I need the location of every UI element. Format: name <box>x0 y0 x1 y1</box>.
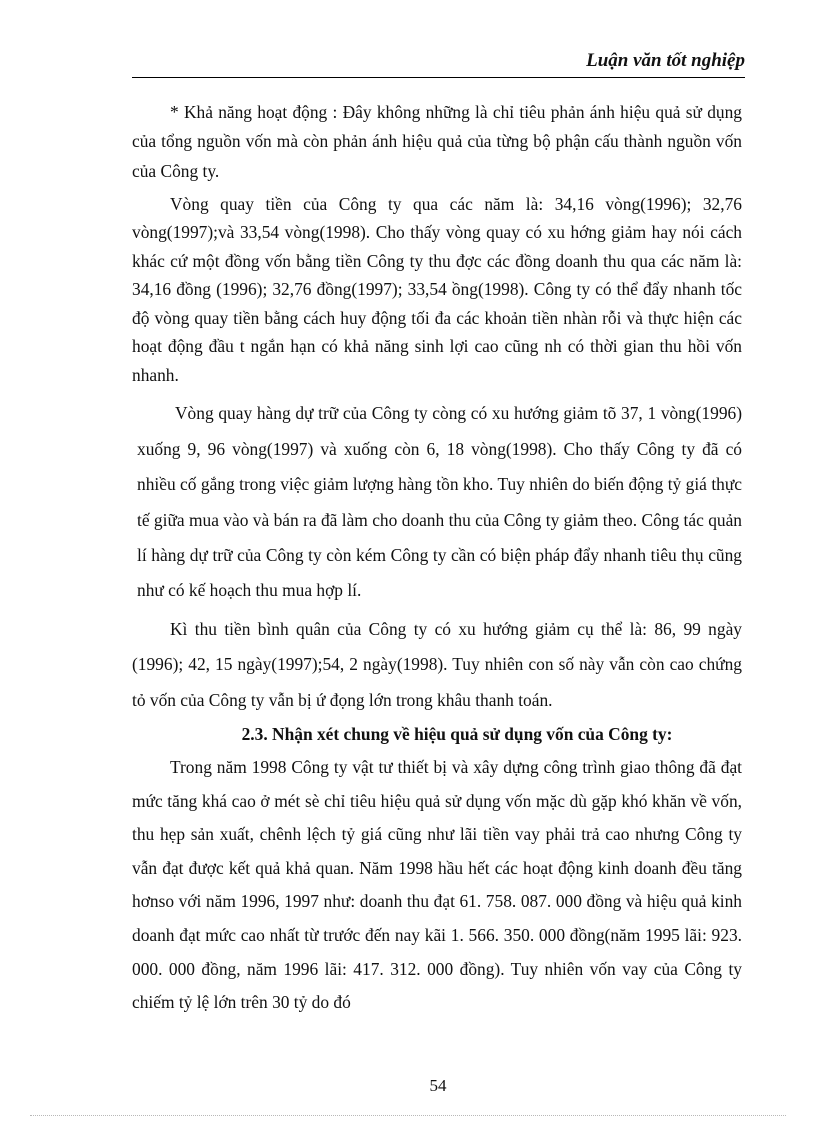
page-number: 54 <box>429 1076 447 1095</box>
page-header-title: Luận văn tốt nghiệp <box>586 50 745 71</box>
paragraph-operating-capacity: * Khả năng hoạt động : Đây không những là chỉ tiêu phản ánh hiệu quả sử dụng của tổng nguồn vốn mà còn phản ánh hiệu quả của từng bộ phận cấu thành nguồn vốn của Công ty. <box>132 102 742 181</box>
paragraph-cash-turnover: Vòng quay tiền của Công ty qua các năm là: 34,16 vòng(1996); 32,76 vòng(1997);và 33,54 vòng(1998). Cho thấy vòng quay có xu hớng giảm hay nói cách khác cứ một đồng vốn bằng tiền Công ty thu đợc các đồng doanh thu qua các năm là: 34,16 đồng (1996); 32,76 đồng(1997); 33,54 ồng(1998). Công ty có thể đẩy nhanh tốc độ vòng quay tiền bằng cách huy động tối đa các khoản tiền nhàn rỗi và thực hiện các hoạt động đầu t ngắn hạn có khả năng sinh lợi cao cũng nh có thời gian thu hồi vốn nhanh. <box>132 193 742 385</box>
header-divider <box>132 77 745 78</box>
page-bottom-divider <box>30 1115 786 1116</box>
section-heading-2-3: 2.3. Nhận xét chung về hiệu quả sử dụng vốn của Công ty: <box>241 724 673 745</box>
paragraph-collection-period: Kì thu tiền bình quân của Công ty có xu hướng giảm cụ thể là: 86, 99 ngày (1996); 42, 15 ngày(1997);54, 2 ngày(1998). Tuy nhiên con số này vẫn còn cao chứng tỏ vốn của Công ty vẫn bị ứ đọng lớn trong khâu thanh toán. <box>132 618 742 710</box>
document-body <box>132 98 742 1020</box>
paragraph-general-assessment: Trong năm 1998 Công ty vật tư thiết bị và xây dựng công trình giao thông đã đạt mức tăng khá cao ở mét sè chỉ tiêu hiệu quả sử dụng vốn mặc dù gặp khó khăn về vốn, thu hẹp sản xuất, chênh lệch tỷ giá cũng như lãi tiền vay phải trả cao nhưng Công ty vẫn đạt được kết quả khả quan. Năm 1998 hầu hết các hoạt động kinh doanh đều tăng hơnso với năm 1996, 1997 như: doanh thu đạt 61. 758. 087. 000 đồng và hiệu quả kinh doanh đạt mức cao nhất từ trước đến nay kãi 1. 566. 350. 000 đồng(năm 1995 lãi: 923. 000. 000 đồng, năm 1996 lãi: 417. 312. 000 đồng). Tuy nhiên vốn vay của Công ty chiếm tỷ lệ lớn trên 30 tỷ do đó <box>132 757 742 1013</box>
paragraph-inventory-turnover: Vòng quay hàng dự trữ của Công ty còng có xu hướng giảm tõ 37, 1 vòng(1996) xuống 9, 96 vòng(1997) và xuống còn 6, 18 vòng(1998). Cho thấy Công ty đã có nhiều cố gắng trong việc giảm lượng hàng tồn kho. Tuy nhiên do biến động tỷ giá thực tế giữa mua vào và bán ra đã làm cho doanh thu của Công ty giảm theo. Công tác quản lí hàng dự trữ của Công ty còn kém Công ty cần có biện pháp đẩy nhanh tiêu thụ cũng như có kế hoạch thu mua hợp lí. <box>137 403 742 601</box>
